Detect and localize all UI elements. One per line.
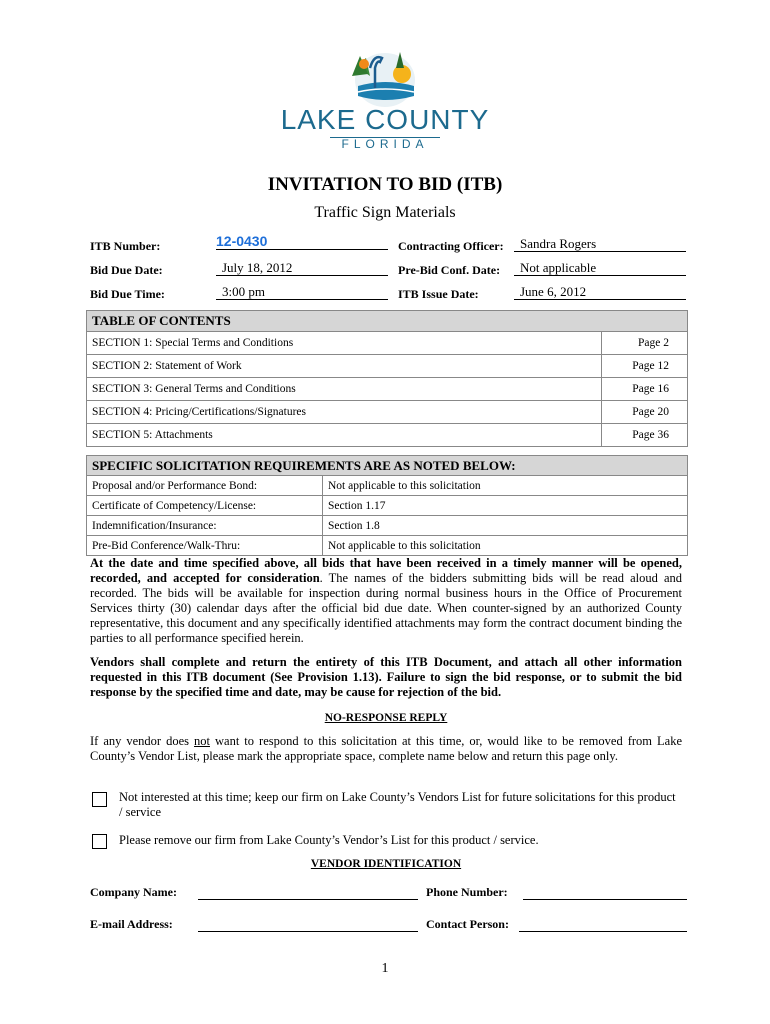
vendor-identification-title: VENDOR IDENTIFICATION bbox=[310, 858, 462, 870]
issue-date-value: June 6, 2012 bbox=[514, 284, 686, 300]
itb-number-label: ITB Number: bbox=[90, 239, 161, 253]
toc-section: SECTION 4: Pricing/Certifications/Signatures bbox=[87, 401, 602, 424]
company-name-field[interactable] bbox=[198, 898, 418, 900]
lake-county-logo bbox=[330, 46, 440, 108]
no-response-paragraph bbox=[90, 734, 682, 764]
contact-person-field[interactable] bbox=[519, 930, 687, 932]
brand-subtitle: FLORIDA bbox=[341, 137, 429, 151]
option-not-interested-label: Not interested at this time; keep our firm on Lake County’s Vendors List for future solicitations for this product / service bbox=[119, 790, 676, 819]
bid-due-time-value: 3:00 pm bbox=[216, 284, 388, 300]
bid-opening-rest: . The names of the bidders submitting bids will be read aloud and recorded. The bids will be available for inspection during normal business hours in the Office of Procurement Services thirty (30) calendar days after the official bid due date. When counter-signed by an authorized County representative, this document and any specifically identified attachments may form the contract document binding the parties to all performance specified herein. bbox=[90, 571, 682, 645]
contracting-officer-label: Contracting Officer: bbox=[398, 239, 504, 253]
table-row bbox=[87, 496, 688, 516]
table-of-contents bbox=[86, 310, 688, 447]
itb-number-value: 12-0430 bbox=[216, 233, 388, 250]
bid-due-time-label: Bid Due Time: bbox=[90, 287, 165, 301]
bid-opening-paragraph bbox=[90, 556, 682, 646]
brand-name: LAKE COUNTY bbox=[280, 104, 490, 135]
prebid-date-value: Not applicable bbox=[514, 260, 686, 276]
toc-section: SECTION 5: Attachments bbox=[87, 424, 602, 447]
toc-page: Page 2 bbox=[602, 332, 688, 355]
option-remove-label: Please remove our firm from Lake County’s Vendor’s List for this product / service. bbox=[119, 833, 539, 847]
option-remove-checkbox[interactable] bbox=[92, 834, 107, 849]
prebid-date-label: Pre-Bid Conf. Date: bbox=[398, 263, 501, 277]
requirement-value: Section 1.8 bbox=[323, 516, 688, 536]
requirement-item: Certificate of Competency/License: bbox=[87, 496, 323, 516]
toc-header: TABLE OF CONTENTS bbox=[87, 311, 688, 332]
table-row bbox=[87, 516, 688, 536]
toc-section: SECTION 3: General Terms and Conditions bbox=[87, 378, 602, 401]
requirement-value: Section 1.17 bbox=[323, 496, 688, 516]
solicitation-requirements bbox=[86, 455, 688, 556]
bid-opening-bold: At the date and time specified above, all bids that have been received in a timely manner will be opened, recorded, and accepted for consideration bbox=[90, 556, 682, 585]
requirement-value: Not applicable to this solicitation bbox=[323, 536, 688, 556]
no-response-text-b: want to respond to this solicitation at this time, or, would like to be removed from Lake County’s Vendor List, please mark the appropriate space, complete name below and return this page only. bbox=[90, 734, 682, 763]
email-address-label: E-mail Address: bbox=[90, 917, 173, 931]
company-name-label: Company Name: bbox=[90, 885, 177, 899]
toc-section: SECTION 2: Statement of Work bbox=[87, 355, 602, 378]
toc-page: Page 16 bbox=[602, 378, 688, 401]
vendor-instructions-paragraph: Vendors shall complete and return the entirety of this ITB Document, and attach all other information requested in this ITB document (See Provision 1.13). Failure to sign the bid response, or to submit the bid response by the specified time and date, may be cause for rejection of the bid. bbox=[90, 655, 682, 699]
table-row bbox=[87, 332, 688, 355]
toc-page: Page 20 bbox=[602, 401, 688, 424]
toc-page: Page 36 bbox=[602, 424, 688, 447]
requirements-header: SPECIFIC SOLICITATION REQUIREMENTS ARE AS NOTED BELOW: bbox=[87, 456, 688, 476]
toc-page: Page 12 bbox=[602, 355, 688, 378]
bid-due-date-value: July 18, 2012 bbox=[216, 260, 388, 276]
phone-number-field[interactable] bbox=[523, 898, 687, 900]
document-subtitle: Traffic Sign Materials bbox=[314, 204, 456, 221]
bid-due-date-label: Bid Due Date: bbox=[90, 263, 163, 277]
table-row bbox=[87, 401, 688, 424]
document-title: INVITATION TO BID (ITB) bbox=[267, 174, 503, 195]
table-row bbox=[87, 476, 688, 496]
requirement-item: Proposal and/or Performance Bond: bbox=[87, 476, 323, 496]
option-not-interested-checkbox[interactable] bbox=[92, 792, 107, 807]
table-row bbox=[87, 355, 688, 378]
email-address-field[interactable] bbox=[198, 930, 418, 932]
requirement-value: Not applicable to this solicitation bbox=[323, 476, 688, 496]
table-row bbox=[87, 536, 688, 556]
toc-section: SECTION 1: Special Terms and Conditions bbox=[87, 332, 602, 355]
contact-person-label: Contact Person: bbox=[426, 917, 509, 931]
issue-date-label: ITB Issue Date: bbox=[398, 287, 479, 301]
contracting-officer-value: Sandra Rogers bbox=[514, 236, 686, 252]
no-response-title: NO-RESPONSE REPLY bbox=[324, 712, 448, 724]
table-row bbox=[87, 424, 688, 447]
no-response-text-a: If any vendor does bbox=[90, 734, 195, 748]
no-response-not: not bbox=[194, 734, 210, 748]
requirement-item: Pre-Bid Conference/Walk-Thru: bbox=[87, 536, 323, 556]
table-row bbox=[87, 378, 688, 401]
phone-number-label: Phone Number: bbox=[426, 885, 508, 899]
page-number: 1 bbox=[381, 961, 389, 976]
requirement-item: Indemnification/Insurance: bbox=[87, 516, 323, 536]
